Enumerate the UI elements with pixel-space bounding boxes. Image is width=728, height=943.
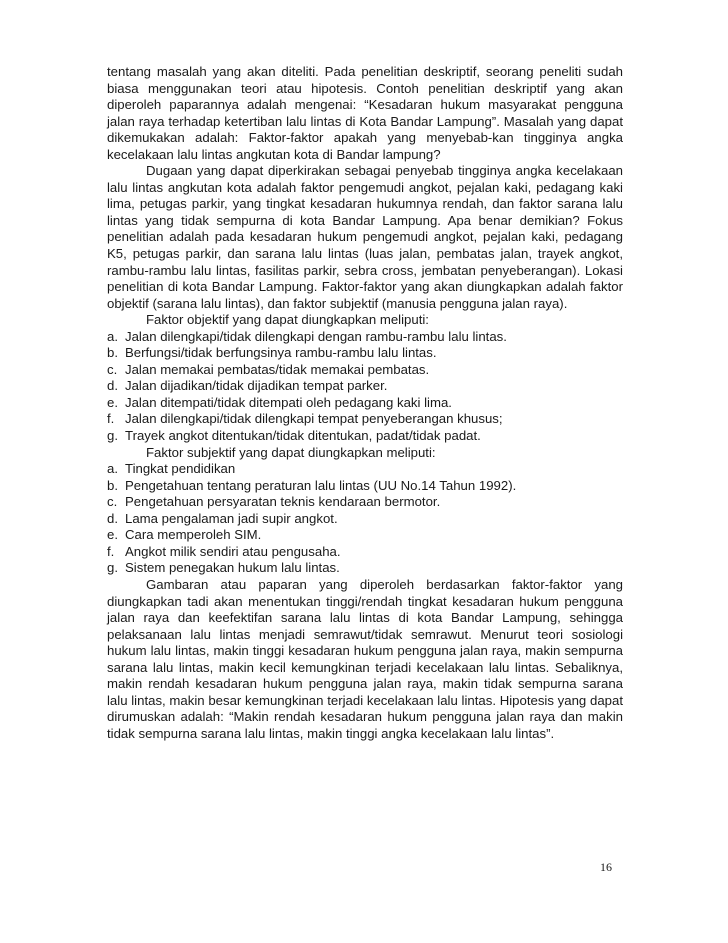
- list-item-text: Pengetahuan persyaratan teknis kendaraan bermotor.: [125, 494, 441, 510]
- objective-factors-intro: Faktor objektif yang dapat diungkapkan meliputi:: [146, 312, 429, 328]
- paragraph-hypothesis-guess: Dugaan yang dapat diperkirakan sebagai penyebab tingginya angka kecelakaan lalu lintas angkutan kota adalah faktor pengemudi angkot, pejalan kaki, pedagang kaki lima, petugas parkir, yang tingkat kesadaran hukumnya rendah, dan faktor sarana lalu lintas yang tidak sempurna di kota Bandar Lampung. Apa benar demikian? Fokus penelitian adalah pada kesadaran hukum pengemudi angkot, pejalan kaki, pedagang K5, petugas parkir, dan sarana lalu lintas (luas jalan, pembatas jalan, trayek angkot, rambu-rambu lalu lintas, fasilitas parkir, sebra cross, jembatan penyeberangan). Lokasi penelitian di kota Bandar Lampung. Faktor-faktor yang akan diungkapkan adalah faktor objektif (sarana lalu lintas), dan faktor subjektif (manusia pengguna jalan raya).: [107, 163, 623, 311]
- list-marker: c.: [107, 494, 118, 510]
- list-item: [107, 560, 623, 577]
- list-item-text: Jalan ditempati/tidak ditempati oleh pedagang kaki lima.: [125, 394, 452, 410]
- list-marker: e.: [107, 527, 118, 543]
- paragraph-intro: tentang masalah yang akan diteliti. Pada penelitian deskriptif, seorang peneliti sudah biasa menggunakan teori atau hipotesis. Contoh penelitian deskriptif yang akan diperoleh paparannya adalah mengenai: “Kesadaran hukum masyarakat pengguna jalan raya terhadap ketertiban lalu lintas di Kota Bandar Lampung”. Masalah yang dapat dikemukakan adalah: Faktor-faktor apakah yang menyebab-kan tingginya angka kecelakaan lalu lintas angkutan kota di Bandar lampung?: [107, 64, 623, 162]
- list-item: [107, 362, 623, 379]
- subjective-factors-intro: Faktor subjektif yang dapat diungkapkan meliputi:: [146, 444, 436, 460]
- list-marker: a.: [107, 328, 118, 344]
- paragraph-conclusion: Gambaran atau paparan yang diperoleh berdasarkan faktor-faktor yang diungkapkan tadi akan menentukan tinggi/rendah tingkat kesadaran hukum pengguna jalan raya dan keefektifan sarana lalu lintas di kota Bandar Lampung, sehingga pelaksanaan lalu lintas menjadi semrawut/tidak semrawut. Menurut teori sosiologi hukum lalu lintas, makin tinggi kesadaran hukum pengguna jalan raya, makin sempurna sarana lalu lintas, makin kecil kemungkinan terjadi kecelakaan lalu lintas. Sebaliknya, makin rendah kesadaran hukum pengguna jalan raya, makin tidak sempurna sarana lalu lintas, makin besar kemungkinan terjadi kecelakaan lalu lintas. Hipotesis yang dapat dirumuskan adalah: “Makin rendah kesadaran hukum pengguna jalan raya dan makin tidak sempurna sarana lalu lintas, makin tinggi angka kecelakaan lalu lintas”.: [107, 576, 623, 741]
- list-marker: e.: [107, 394, 118, 410]
- list-item: [107, 411, 623, 428]
- list-marker: f.: [107, 411, 115, 427]
- list-item: [107, 461, 623, 478]
- list-marker: g.: [107, 560, 118, 576]
- list-item: [107, 345, 623, 362]
- list-marker: g.: [107, 428, 118, 444]
- list-marker: b.: [107, 477, 118, 493]
- list-item: [107, 511, 623, 528]
- list-item: [107, 428, 623, 445]
- list-item-text: Jalan dilengkapi/tidak dilengkapi dengan rambu-rambu lalu lintas.: [125, 328, 507, 344]
- list-item: [107, 494, 623, 511]
- list-marker: f.: [107, 543, 115, 559]
- list-item-text: Lama pengalaman jadi supir angkot.: [125, 510, 338, 526]
- list-item-text: Jalan dijadikan/tidak dijadikan tempat parker.: [125, 378, 388, 394]
- list-item-text: Jalan dilengkapi/tidak dilengkapi tempat penyeberangan khusus;: [125, 411, 503, 427]
- list-marker: d.: [107, 378, 118, 394]
- list-marker: c.: [107, 361, 118, 377]
- list-item: [107, 329, 623, 346]
- list-marker: a.: [107, 461, 118, 477]
- list-marker: d.: [107, 510, 118, 526]
- list-item-text: Pengetahuan tentang peraturan lalu lintas (UU No.14 Tahun 1992).: [125, 477, 517, 493]
- list-item: [107, 544, 623, 561]
- list-item: [107, 378, 623, 395]
- list-item-text: Trayek angkot ditentukan/tidak ditentukan, padat/tidak padat.: [125, 428, 481, 444]
- list-item: [107, 395, 623, 412]
- page-number: 16: [600, 860, 612, 874]
- list-item-text: Tingkat pendidikan: [125, 461, 236, 477]
- list-item-text: Angkot milik sendiri atau pengusaha.: [125, 543, 341, 559]
- objective-factors-list: [107, 329, 623, 445]
- list-marker: b.: [107, 345, 118, 361]
- list-item-text: Cara memperoleh SIM.: [125, 527, 262, 543]
- subjective-factors-list: [107, 461, 623, 577]
- list-item-text: Berfungsi/tidak berfungsinya rambu-rambu lalu lintas.: [125, 345, 437, 361]
- document-body: [107, 64, 623, 742]
- list-item-text: Jalan memakai pembatas/tidak memakai pembatas.: [125, 361, 430, 377]
- list-item: [107, 478, 623, 495]
- list-item: [107, 527, 623, 544]
- list-item-text: Sistem penegakan hukum lalu lintas.: [125, 560, 340, 576]
